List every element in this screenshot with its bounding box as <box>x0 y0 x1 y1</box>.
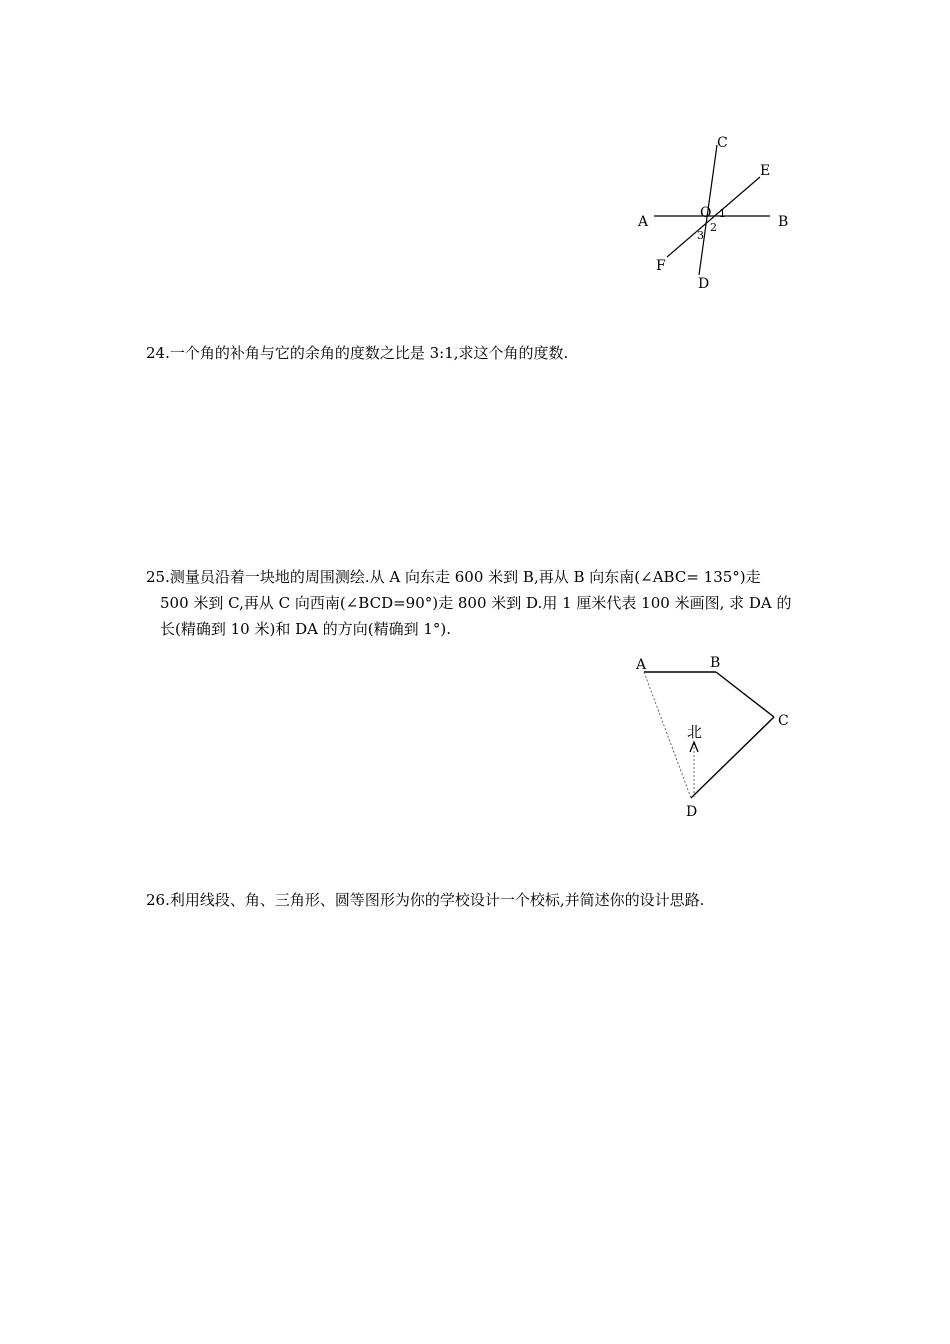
line-ef <box>667 177 760 257</box>
label-f: F <box>656 258 666 274</box>
label-o: O <box>700 205 712 221</box>
question-26-text: 26.利用线段、角、三角形、圆等图形为你的学校设计一个校标,并简述你的设计思路. <box>146 891 705 909</box>
label-d: D <box>686 804 698 820</box>
label-b: B <box>778 214 789 230</box>
label-d: D <box>698 276 710 292</box>
angle-1-label: 1 <box>719 207 726 220</box>
label-c: C <box>778 713 789 729</box>
question-25 <box>146 564 792 642</box>
label-c: C <box>717 135 728 151</box>
question-24-text: 24.一个角的补角与它的余角的度数之比是 3:1,求这个角的度数. <box>146 344 569 362</box>
intersecting-lines-figure <box>620 125 820 305</box>
north-label: 北 <box>687 723 703 741</box>
label-a: A <box>636 657 647 673</box>
question-25-line-1: 25.测量员沿着一块地的周围测绘.从 A 向东走 600 米到 B,再从 B 向东南(∠ABC= 135°)走 <box>146 568 761 586</box>
segment-da-dotted <box>644 672 691 798</box>
question-24 <box>146 340 568 366</box>
question-26 <box>146 887 704 913</box>
angle-2-label: 2 <box>710 221 717 234</box>
segment-cd <box>691 717 774 798</box>
angle-3-label: 3 <box>697 229 704 242</box>
question-25-line-2: 500 米到 C,再从 C 向西南(∠BCD=90°)走 800 米到 D.用 1 厘米代表 100 米画图, 求 DA 的 <box>160 594 792 612</box>
survey-path-figure <box>620 645 820 825</box>
label-e: E <box>760 163 771 179</box>
question-25-line-3: 长(精确到 10 米)和 DA 的方向(精确到 1°). <box>160 620 452 638</box>
segment-bc <box>716 672 774 717</box>
label-b: B <box>710 655 721 671</box>
label-a: A <box>638 214 649 230</box>
